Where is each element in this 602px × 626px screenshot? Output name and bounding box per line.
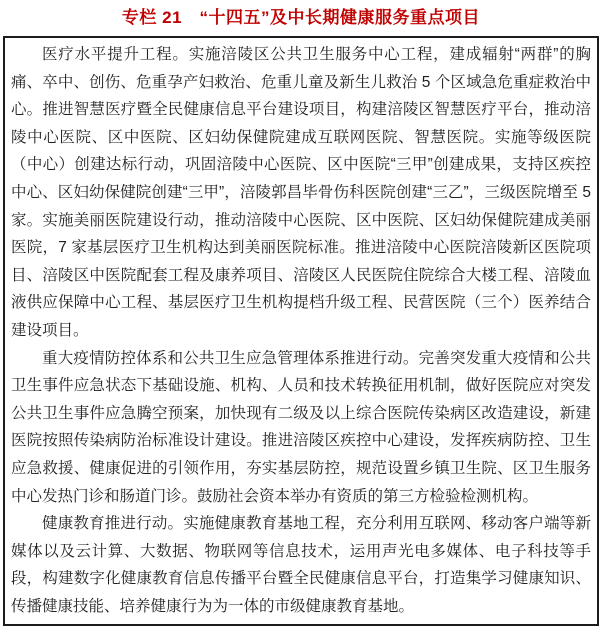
paragraph-health-education-action: 健康教育推进行动。实施健康教育基地工程，充分利用互联网、移动客户端等新媒体以及云计算、大数据、物联网等信息技术，运用声光电多媒体、电子科技等手段，构建数字化健康教育信息传播平台暨全民健康信息平台，打造集学习健康知识、传播健康技能、培养健康行为为一体的市级健康教育基地。 bbox=[11, 515, 591, 615]
panel-body-box bbox=[3, 36, 599, 626]
paragraph-medical-level-project: 医疗水平提升工程。实施涪陵区公共卫生服务中心工程，建成辐射“两群”的胸痛、卒中、创伤、危重孕产妇救治、危重儿童及新生儿救治 5 个区域急危重症救治中心。推进智慧医疗暨全民健康信息平台建设项目，构建涪陵区智慧医疗平台，推动涪陵中心医院、区中医院、区妇幼保健院建成互联网医院、智慧医院。实施等级医院（中心）创建达标行动，巩固涪陵中心医院、区中医院“三甲”创建成果，支持区疾控中心、区妇幼保健院创建“三甲”，涪陵郭昌毕骨伤科医院创建“三乙”，三级医院增至 5 家。实施美丽医院建设行动，推动涪陵中心医院、区中医院、区妇幼保健院建成美丽医院，7 家基层医疗卫生机构达到美丽医院标准。推进涪陵中心医院涪陵新区医院项目、涪陵区中医院配套工程及康养项目、涪陵区人民医院住院综合大楼工程、涪陵血液供应保障中心工程、基层医疗卫生机构提档升级工程、民营医院（三个）医养结合建设项目。 bbox=[11, 46, 591, 339]
paragraph-epidemic-prevention-system: 重大疫情防控体系和公共卫生应急管理体系推进行动。完善突发重大疫情和公共卫生事件应急状态下基础设施、机构、人员和技术转换征用机制，做好医院应对突发公共卫生事件应急腾空预案，加快现有二级及以上综合医院传染病区改造建设，新建医院按照传染病防治标准设计建设。推进涪陵区疾控中心建设，发挥疾病防控、卫生应急救援、健康促进的引领作用，夯实基层防控，规范设置乡镇卫生院、区卫生服务中心发热门诊和肠道门诊。鼓励社会资本举办有资质的第三方检验检测机构。 bbox=[11, 349, 591, 505]
panel-title: 专栏 21 “十四五”及中长期健康服务重点项目 bbox=[121, 8, 481, 27]
